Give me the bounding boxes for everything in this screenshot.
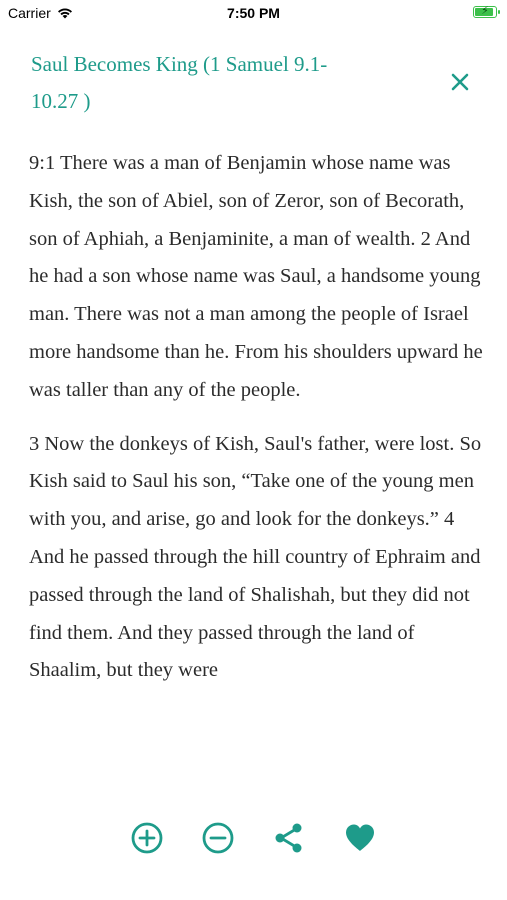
charging-bolt-icon: ⚡ (481, 5, 489, 17)
status-time: 7:50 PM (227, 5, 280, 21)
close-icon (450, 72, 470, 92)
battery-charging-icon (473, 6, 497, 18)
share-button[interactable] (269, 818, 309, 858)
passage-content[interactable] (29, 145, 489, 797)
page-title: Saul Becomes King (1 Samuel 9.1-10.27 ) (31, 52, 328, 113)
zoom-out-icon (201, 821, 235, 855)
heart-icon (343, 821, 377, 855)
zoom-out-button[interactable] (198, 818, 238, 858)
bottom-toolbar (0, 818, 507, 860)
carrier-label: Carrier (8, 5, 51, 21)
passage-paragraph: 9:1 There was a man of Benjamin whose name was Kish, the son of Abiel, son of Zeror, son of Becorath, son of Aphiah, a Benjaminite, a man of wealth. 2 And he had a son whose name was Saul, a handsome young man. There was not a man among the people of Israel more handsome than he. From his shoulders upward he was taller than any of the people. (29, 152, 483, 401)
passage-paragraph: 3 Now the donkeys of Kish, Saul's father, were lost. So Kish said to Saul his son, “Take one of the young men with you, and arise, go and look for the donkeys.” 4 And he passed through the hill country of Ephraim and passed through the land of Shalishah, but they did not find them. And they passed through the land of Shaalim, but they were (29, 432, 482, 682)
zoom-in-button[interactable] (127, 818, 167, 858)
status-bar (0, 0, 507, 30)
share-icon (272, 821, 306, 855)
zoom-in-icon (130, 821, 164, 855)
close-button[interactable] (444, 66, 476, 98)
favorite-button[interactable] (340, 818, 380, 858)
